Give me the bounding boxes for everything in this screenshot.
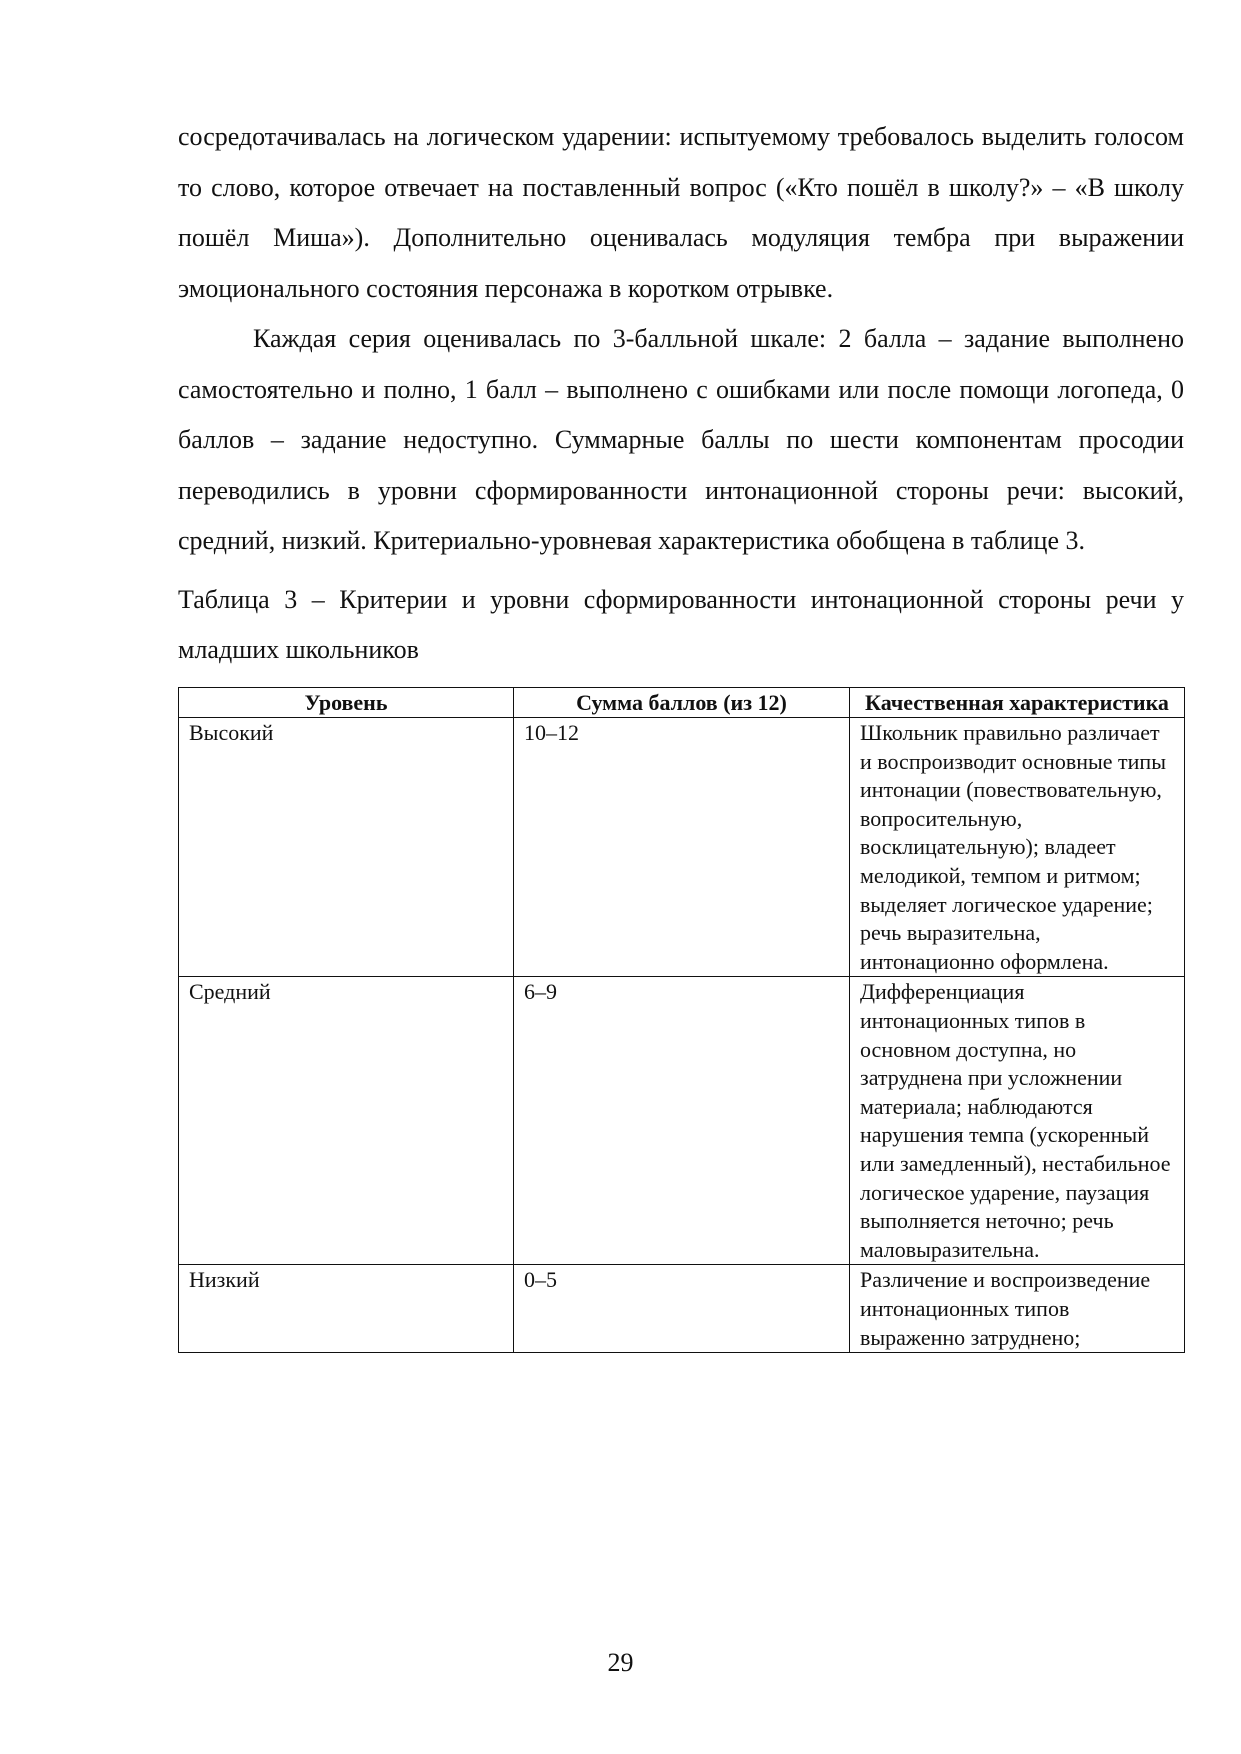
table-row [179, 977, 1185, 1265]
level-cell: Низкий [179, 1265, 514, 1353]
table-row [179, 718, 1185, 977]
table-caption: Таблица 3 – Критерии и уровни сформированности интонационной стороны речи у младших школьников [178, 584, 1184, 664]
levels-table [178, 687, 1185, 1354]
description-cell: Школьник правильно различает и воспроизводит основные типы интонации (повествовательную, вопросительную, восклицательную); владеет мелодикой, темпом и ритмом; выделяет логическое ударение; речь выразительна, интонационно оформлена. [850, 718, 1185, 977]
description-cell: Дифференциация интонационных типов в основном доступна, но затруднена при усложнении материала; наблюдаются нарушения темпа (ускоренный или замедленный), нестабильное логическое ударение, паузация выполняется неточно; речь маловыразительна. [850, 977, 1185, 1265]
level-cell: Средний [179, 977, 514, 1265]
header-score: Сумма баллов (из 12) [514, 687, 850, 718]
score-cell: 10–12 [514, 718, 850, 977]
table-row [179, 1265, 1185, 1353]
score-cell: 6–9 [514, 977, 850, 1265]
body-paragraph-1: сосредотачивалась на логическом ударении: испытуемому требовалось выделить голосом то слово, которое отвечает на поставленный вопрос («Кто пошёл в школу?» – «В школу пошёл Миша»). Дополнительно оценивалась модуляция тембра при выражении эмоционального состояния персонажа в коротком отрывке. [178, 122, 1184, 303]
description-cell: Различение и воспроизведение интонационных типов выраженно затруднено; [850, 1265, 1185, 1353]
document-body [178, 112, 1184, 1353]
header-description: Качественная характеристика [850, 687, 1185, 718]
level-cell: Высокий [179, 718, 514, 977]
table-header-row [179, 687, 1185, 718]
page-number: 29 [607, 1648, 634, 1677]
header-level: Уровень [179, 687, 514, 718]
score-cell: 0–5 [514, 1265, 850, 1353]
body-paragraph-2: Каждая серия оценивалась по 3-балльной шкале: 2 балла – задание выполнено самостоятельно и полно, 1 балл – выполнено с ошибками или после помощи логопеда, 0 баллов – задание недоступно. Суммарные баллы по шести компонентам просодии переводились в уровни сформированности интонационной стороны речи: высокий, средний, низкий. Критериально-уровневая характеристика обобщена в таблице 3. [178, 324, 1184, 555]
